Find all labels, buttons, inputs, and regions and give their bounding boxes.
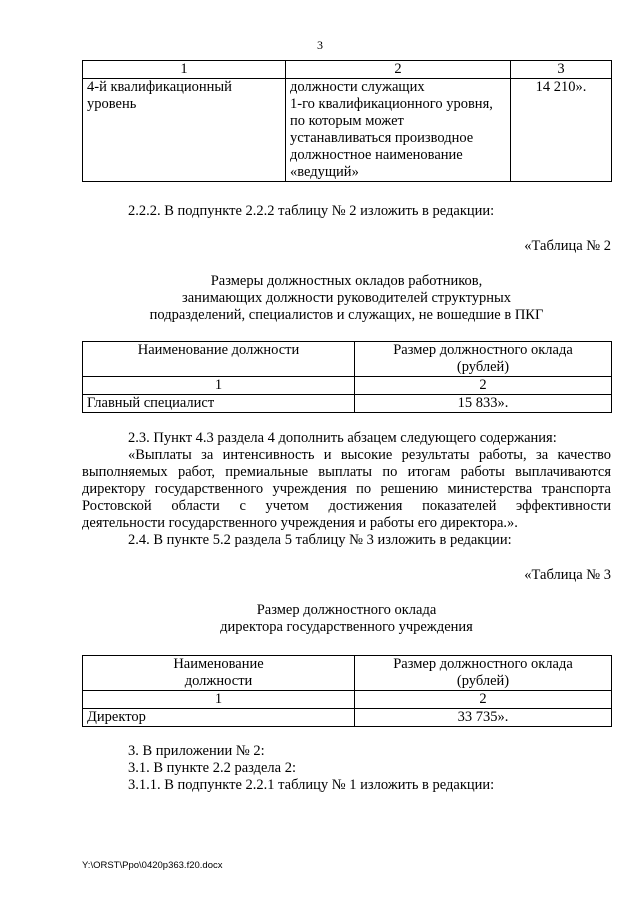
table-row <box>83 709 612 727</box>
caption-line: Размеры должностных окладов работников, <box>210 273 483 289</box>
table-number-row <box>83 377 612 395</box>
header-position-name <box>83 656 355 691</box>
column-number-1: 1 <box>83 691 355 709</box>
column-number-1: 1 <box>83 377 355 395</box>
paragraph-3: 3. В приложении № 2: <box>128 743 265 759</box>
quote-line: «Выплаты за интенсивность и высокие результаты работы, за качество <box>128 447 611 463</box>
caption-line: Размер должностного оклада <box>256 602 437 618</box>
column-number-2: 2 <box>355 691 612 709</box>
column-number-2: 2 <box>286 61 511 79</box>
header-salary-line: (рублей) <box>456 359 510 375</box>
header-salary <box>355 342 612 377</box>
table2-label: «Таблица № 2 <box>524 238 611 254</box>
table-row <box>83 79 612 182</box>
column-number-3: 3 <box>511 61 612 79</box>
paragraph-2-3: 2.3. Пункт 4.3 раздела 4 дополнить абзацем следующего содержания: <box>128 430 557 446</box>
salary-amount: 15 833». <box>355 395 612 413</box>
table-row <box>83 395 612 413</box>
quote-line: Ростовской области с учетом достижения показателей эффективности <box>82 498 611 514</box>
caption-line: занимающих должности руководителей структурных <box>182 290 511 306</box>
table2-caption <box>82 273 611 324</box>
positions-line: по которым может <box>290 113 404 129</box>
paragraph-2-4: 2.4. В пункте 5.2 раздела 5 таблицу № 3 изложить в редакции: <box>128 532 512 548</box>
positions-line: должностное наименование <box>290 147 463 163</box>
positions-line: «ведущий» <box>290 164 359 180</box>
header-salary-line: (рублей) <box>456 673 510 689</box>
salary-table-2 <box>82 341 612 413</box>
table-header-row <box>83 656 612 691</box>
quote-line: директору государственного учреждения по решению министерства транспорта <box>82 481 611 497</box>
quote-block <box>82 447 611 532</box>
salary-table-3 <box>82 655 612 727</box>
page-number: 3 <box>317 38 323 52</box>
positions-line: должности служащих <box>290 79 425 95</box>
qualification-level: 4-й квалификационный уровень <box>83 79 286 182</box>
table3-caption <box>82 602 611 636</box>
table-header-row <box>83 61 612 79</box>
footer-file-path: Y:\ORST\Ppo\0420p363.f20.docx <box>82 860 223 871</box>
quote-line: деятельности государственного учреждения и работы его директора.». <box>82 515 518 531</box>
table-number-row <box>83 691 612 709</box>
header-position-name: Наименование должности <box>83 342 355 377</box>
column-number-1: 1 <box>83 61 286 79</box>
header-salary-line: Размер должностного оклада <box>393 342 573 358</box>
header-name-line: Наименование <box>173 656 264 672</box>
positions-cell <box>286 79 511 182</box>
positions-line: 1-го квалификационного уровня, <box>290 96 493 112</box>
positions-line: устанавливаться производное <box>290 130 474 146</box>
header-salary-line: Размер должностного оклада <box>393 656 573 672</box>
position-name: Главный специалист <box>83 395 355 413</box>
paragraph-3-1-1: 3.1.1. В подпункте 2.2.1 таблицу № 1 изложить в редакции: <box>128 777 495 793</box>
caption-line: подразделений, специалистов и служащих, не вошедшие в ПКГ <box>149 307 544 323</box>
caption-line: директора государственного учреждения <box>220 619 473 635</box>
header-name-line: должности <box>184 673 253 689</box>
salary-amount: 14 210». <box>511 79 612 182</box>
paragraph-2-2-2: 2.2.2. В подпункте 2.2.2 таблицу № 2 изложить в редакции: <box>128 203 495 219</box>
table3-label: «Таблица № 3 <box>524 567 611 583</box>
qualification-table <box>82 60 612 182</box>
position-name: Директор <box>83 709 355 727</box>
table-header-row <box>83 342 612 377</box>
column-number-2: 2 <box>355 377 612 395</box>
salary-amount: 33 735». <box>355 709 612 727</box>
paragraph-3-1: 3.1. В пункте 2.2 раздела 2: <box>128 760 296 776</box>
quote-line: выполняемых работ, премиальные выплаты по итогам работы выплачиваются <box>82 464 611 480</box>
header-salary <box>355 656 612 691</box>
